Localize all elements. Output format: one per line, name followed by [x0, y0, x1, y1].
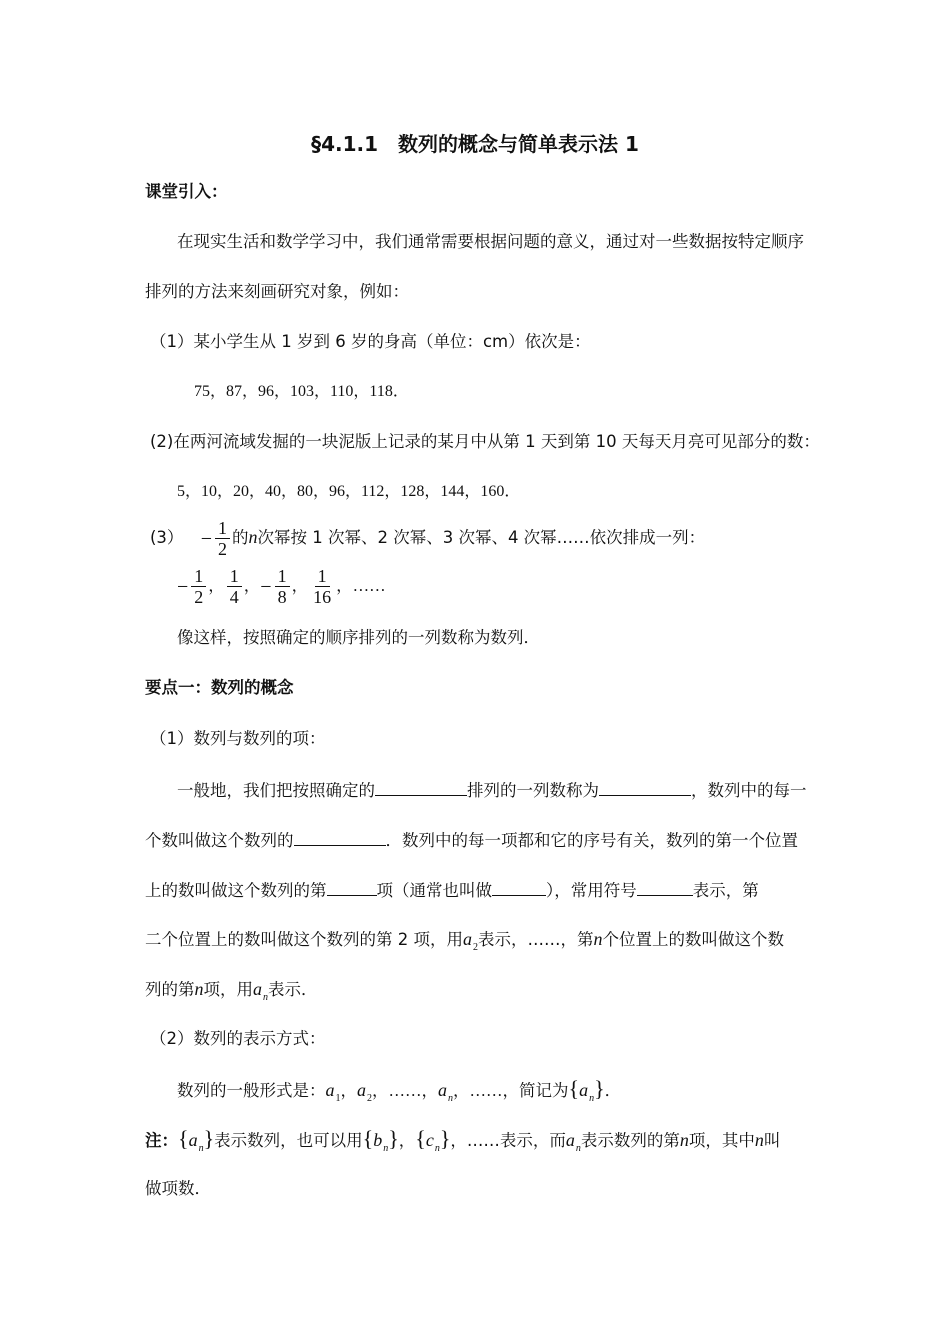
example3-text-b: 次幂按 1 次幂、2 次幂、3 次幂、4 次幂……依次排成一列： [257, 528, 706, 547]
sequence-fraction: $\frac{1}{2}$ [191, 566, 206, 607]
sequence-fraction: $\frac{1}{16}$ [313, 566, 332, 607]
example1-text: （1）某小学生从 1 岁到 6 岁的身高（单位：cm）依次是： [150, 332, 591, 351]
example3-line [150, 515, 705, 561]
example2-text: (2)在两河流域发掘的一块泥版上记录的某月中从第 1 天到第 10 天每天月亮可见部分的数： [150, 432, 820, 451]
point1-sub2: （2）数列的表示方式： [150, 1029, 326, 1048]
example3-text-a: 的 [231, 528, 249, 547]
ellipsis: …… [352, 576, 386, 595]
note-line: 注：$\{a_n\}$表示数列，也可以用$\{b_n\}$，$\{c_n\}$，……表示，而$a_n$表示数列的第n项，其中n叫 [145, 1126, 781, 1154]
point1-sub1: （1）数列与数列的项： [150, 729, 326, 748]
definition-line1: 一般地，我们把按照确定的 排列的一列数称为 ，数列中的每一 [177, 777, 807, 803]
variable-a: a [463, 929, 472, 949]
fill-blank[interactable] [294, 827, 386, 846]
note-label: 注： [145, 1131, 178, 1150]
fill-blank[interactable] [599, 777, 691, 796]
intro-paragraph-line1: 在现实生活和数学学习中，我们通常需要根据问题的意义，通过对一些数据按特定顺序 [177, 232, 804, 251]
variable-n: n [248, 527, 258, 547]
fill-blank[interactable] [492, 877, 546, 896]
fill-blank[interactable] [375, 777, 467, 796]
variable-a: a [253, 979, 262, 999]
fraction-minus-half: $\frac{1}{2}$ [215, 518, 230, 559]
example3-label: (3） [150, 528, 184, 547]
example1-sequence: 75，87，96，103，110，118． [194, 383, 409, 400]
intro-paragraph-line2: 排列的方法来刻画研究对象，例如： [145, 282, 409, 301]
definition-line3: 上的数叫做这个数列的第 项（通常也叫做 ），常用符号 表示，第 [145, 877, 759, 903]
example3-sequence: − $\frac{1}{2}$ ， $\frac{1}{4}$ ，− $\frac{1}{8}$ ， $\frac{1}{16}$ ，…… [177, 566, 386, 607]
sequence-fraction: $\frac{1}{4}$ [227, 566, 242, 607]
note-last-line: 做项数． [145, 1179, 211, 1198]
general-form-line: 数列的一般形式是：$a_1$，$a_2$，……，$a_n$，……，简记为$\{a_n\}$． [177, 1076, 622, 1104]
fill-blank[interactable] [637, 877, 693, 896]
fill-blank[interactable] [327, 877, 377, 896]
definition-line4: 二个位置上的数叫做这个数列的第 2 项，用$a_2$表示，……，第n个位置上的数叫做这个数 [145, 929, 784, 953]
minus-sign: − [200, 527, 212, 550]
minus-sign: − [260, 575, 272, 598]
point1-heading: 要点一：数列的概念 [145, 678, 294, 697]
variable-n: n [593, 929, 603, 949]
intro-heading: 课堂引入： [145, 182, 228, 201]
definition-line2: 个数叫做这个数列的 ．数列中的每一项都和它的序号有关，数列的第一个位置 [145, 827, 798, 853]
page-title: §4.1.1 数列的概念与简单表示法 1 [311, 132, 639, 156]
definition-line5: 列的第n项，用$a_n$表示． [145, 979, 318, 1003]
sequence-fraction: $\frac{1}{8}$ [275, 566, 290, 607]
minus-sign: − [177, 575, 189, 598]
variable-n: n [194, 979, 204, 999]
example2-sequence: 5，10，20，40，80，96，112，128，144，160． [177, 483, 521, 500]
intro-conclusion: 像这样，按照确定的顺序排列的一列数称为数列． [177, 628, 540, 647]
